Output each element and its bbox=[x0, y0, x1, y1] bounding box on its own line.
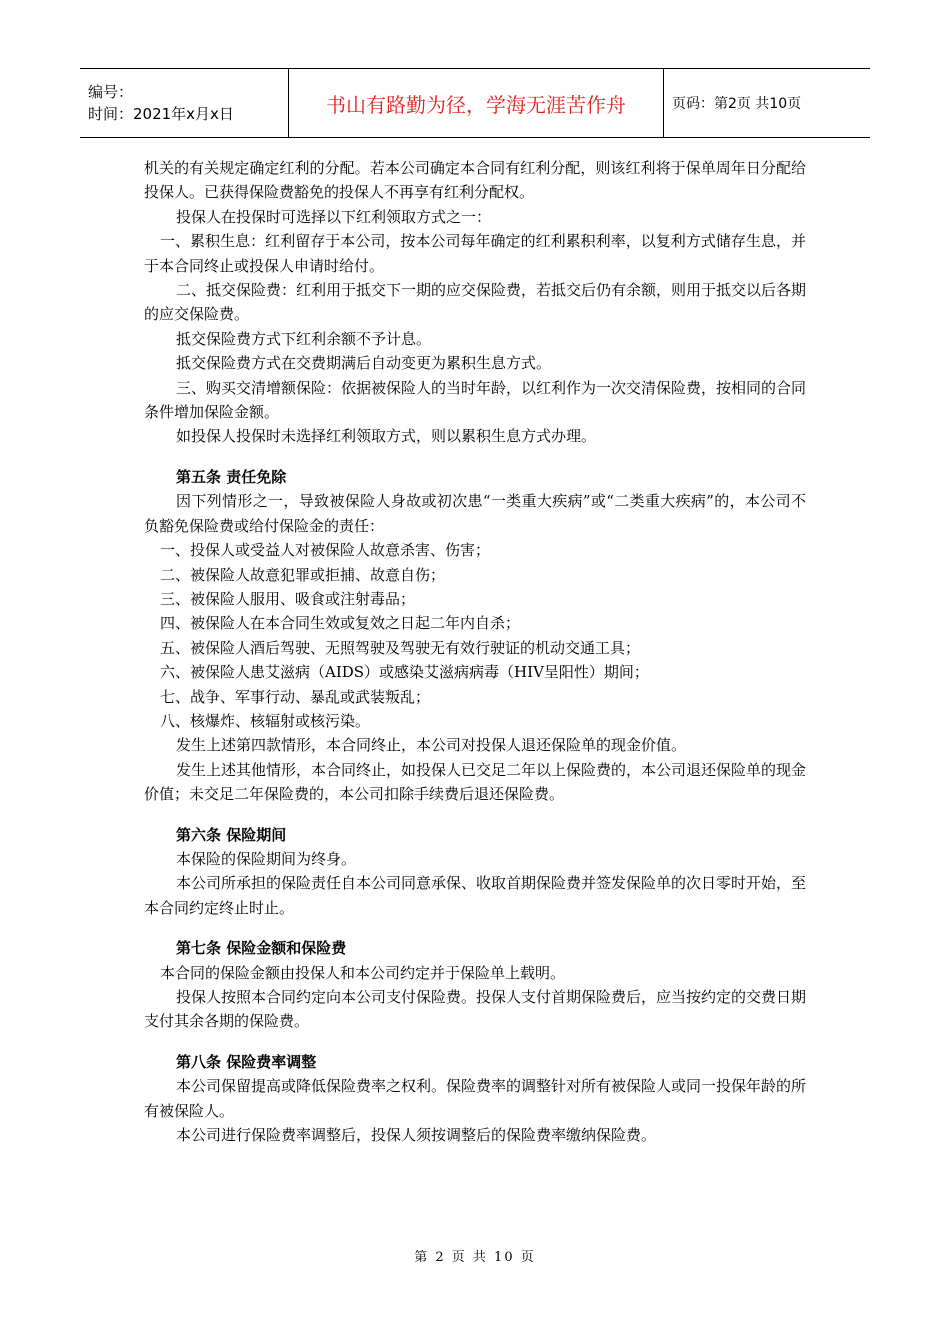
body-paragraph: 发生上述其他情形，本合同终止，如投保人已交足二年以上保险费的，本公司退还保险单的现金价值；未交足二年保险费的，本公司扣除手续费后退还保险费。 bbox=[144, 760, 807, 804]
header-motto: 书山有路勤为径，学海无涯苦作舟 bbox=[326, 92, 626, 117]
header-info bbox=[80, 69, 289, 137]
body-paragraph: 五、被保险人酒后驾驶、无照驾驶及驾驶无有效行驶证的机动交通工具； bbox=[160, 638, 641, 657]
body-paragraph: 因下列情形之一，导致被保险人身故或初次患“一类重大疾病”或“二类重大疾病”的，本公司不负豁免保险费或给付保险金的责任： bbox=[144, 492, 806, 535]
body-paragraph: 本合同的保险金额由投保人和本公司约定并于保险单上载明。 bbox=[160, 963, 566, 982]
document-body bbox=[144, 156, 806, 1147]
body-paragraph: 六、被保险人患艾滋病（AIDS）或感染艾滋病病毒（HIV呈阳性）期间； bbox=[160, 663, 649, 682]
body-paragraph: 如投保人投保时未选择红利领取方式，则以累积生息方式办理。 bbox=[176, 427, 597, 446]
body-paragraph: 七、战争、军事行动、暴乱或武装叛乱； bbox=[160, 687, 431, 706]
body-paragraph: 本保险的保险期间为终身。 bbox=[176, 849, 357, 868]
section-heading: 第八条 保险费率调整 bbox=[176, 1052, 317, 1071]
body-paragraph: 本公司所承担的保险责任自本公司同意承保、收取首期保险费并签发保险单的次日零时开始，至本合同约定终止时止。 bbox=[144, 874, 807, 917]
document-time-label: 时间：2021年x月x日 bbox=[88, 105, 234, 123]
body-paragraph: 四、被保险人在本合同生效或复效之日起二年内自杀； bbox=[160, 614, 521, 633]
body-paragraph: 发生上述第四款情形，本合同终止，本公司对投保人退还保险单的现金价值。 bbox=[176, 736, 687, 755]
body-paragraph: 二、抵交保险费：红利用于抵交下一期的应交保险费，若抵交后仍有余额，则用于抵交以后各期的应交保险费。 bbox=[144, 281, 807, 324]
body-paragraph: 抵交保险费方式下红利余额不予计息。 bbox=[176, 329, 432, 348]
header-page-cell bbox=[664, 69, 870, 137]
body-paragraph: 投保人在投保时可选择以下红利领取方式之一： bbox=[176, 207, 492, 226]
section-heading: 第七条 保险金额和保险费 bbox=[176, 939, 347, 958]
header-page-label: 页码：第2页 共10页 bbox=[672, 96, 802, 112]
body-paragraph: 二、被保险人故意犯罪或拒捕、故意自伤； bbox=[160, 565, 446, 584]
body-paragraph: 一、累积生息：红利留存于本公司，按本公司每年确定的红利累积利率，以复利方式储存生息，并于本合同终止或投保人申请时给付。 bbox=[144, 232, 806, 275]
page-header bbox=[80, 68, 870, 138]
body-paragraph: 本公司进行保险费率调整后，投保人须按调整后的保险费率缴纳保险费。 bbox=[176, 1126, 657, 1145]
section-heading: 第五条 责任免除 bbox=[176, 467, 287, 486]
header-motto-cell bbox=[289, 69, 664, 137]
page-footer: 第 2 页 共 10 页 bbox=[414, 1250, 536, 1265]
body-paragraph: 八、核爆炸、核辐射或核污染。 bbox=[160, 711, 371, 730]
section-heading: 第六条 保险期间 bbox=[176, 825, 287, 844]
body-paragraph: 三、购买交清增额保险：依据被保险人的当时年龄，以红利作为一次交清保险费，按相同的合同条件增加保险金额。 bbox=[144, 378, 807, 422]
body-paragraph: 机关的有关规定确定红利的分配。若本公司确定本合同有红利分配，则该红利将于保单周年日分配给投保人。已获得保险费豁免的投保人不再享有红利分配权。 bbox=[144, 159, 806, 202]
body-paragraph: 三、被保险人服用、吸食或注射毒品； bbox=[160, 589, 416, 608]
body-paragraph: 投保人按照本合同约定向本公司支付保险费。投保人支付首期保险费后，应当按约定的交费日期支付其余各期的保险费。 bbox=[144, 988, 807, 1031]
body-paragraph: 一、投保人或受益人对被保险人故意杀害、伤害； bbox=[160, 541, 491, 560]
body-paragraph: 抵交保险费方式在交费期满后自动变更为累积生息方式。 bbox=[176, 354, 552, 373]
body-paragraph: 本公司保留提高或降低保险费率之权利。保险费率的调整针对所有被保险人或同一投保年龄的所有被保险人。 bbox=[144, 1077, 807, 1120]
document-number-label: 编号： bbox=[88, 83, 134, 101]
